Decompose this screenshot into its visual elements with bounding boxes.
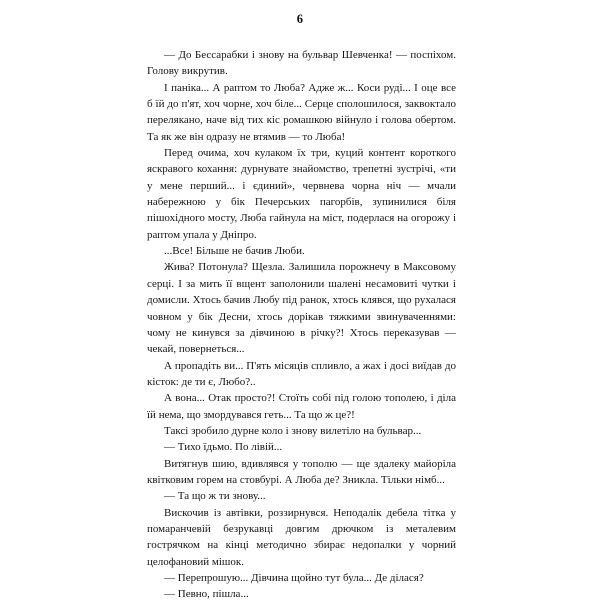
paragraph: А вона... Отак просто?! Стоїть собі під голою тополею, і діла їй нема, що змордувався геть... Та що ж це?!	[147, 392, 456, 421]
paragraph: І паніка... А раптом то Люба? Адже ж... Коси руді... І оце все б їй до п'ят, хоч чорне, хоч біле... Серце сполошилося, заквоктало перелякано, наче від тих кіс ромашкою війнуло і голова обертом. Та як же він одразу не втямив — то Люба!	[147, 81, 456, 143]
page-number: 6	[296, 12, 304, 26]
paragraph: А пропадіть ви... П'ять місяців спливло, а жах і досі виїдав до кісток: де ти є, Любо?..	[147, 359, 456, 388]
page-text-body	[147, 47, 456, 603]
paragraph: Витягнув шию, вдивлявся у тополю — ще здалеку майоріла квітковим горем на стовбурі. А Люба де? Зникла. Тільки німб...	[147, 457, 456, 486]
paragraph: ...Все! Більше не бачив Люби.	[164, 245, 305, 258]
paragraph: Перед очима, хоч кулаком їх три, куций контент короткого яскравого кохання: дурнувате знайомство, трепетні зустрічі, «ти у мене перший... і єдиний», червнева чорна ніч — мчали набережною у бік Печерських пагорбів, зупинилися біля пішохідного мосту, Люба гайнула на міст, подерлася на огорожу і раптом упала у Дніпро.	[147, 147, 456, 241]
paragraph: — Перепрошую... Дівчина щойно тут була... Де ділася?	[164, 572, 424, 584]
paragraph: — Та що ж ти знову...	[164, 490, 266, 503]
paragraph: — Певно, пішла...	[164, 588, 249, 601]
paragraph: Вискочив із автівки, роззирнувся. Неподалік дебела тітка у помаранчевій безрукавці довгим дрючком із металевим гострячком на кінці методично збирає недопалки у чорний целофановий мішок.	[147, 506, 456, 568]
paragraph: — До Бессарабки і знову на бульвар Шевченка! — поспіхом. Голову викрутив.	[147, 49, 456, 78]
paragraph: Таксі зробило дурне коло і знову вилетіло на бульвар...	[164, 424, 422, 437]
paragraph: Жива? Потонула? Щезла. Залишила порожнечу в Максовому серці. І за мить її вщент заполонили шалені несамовиті чутки і домисли. Хтось бачив Любу під ранок, хтось клявся, що рухалася човном у бік Десни, хтось дорікав тяжкими звинуваченнями: чому не кинувся за дівчиною в річку?! Хтось переказував — чекай, повернеться...	[147, 261, 456, 356]
paragraph: — Тихо їдьмо. По лівій...	[164, 441, 283, 454]
